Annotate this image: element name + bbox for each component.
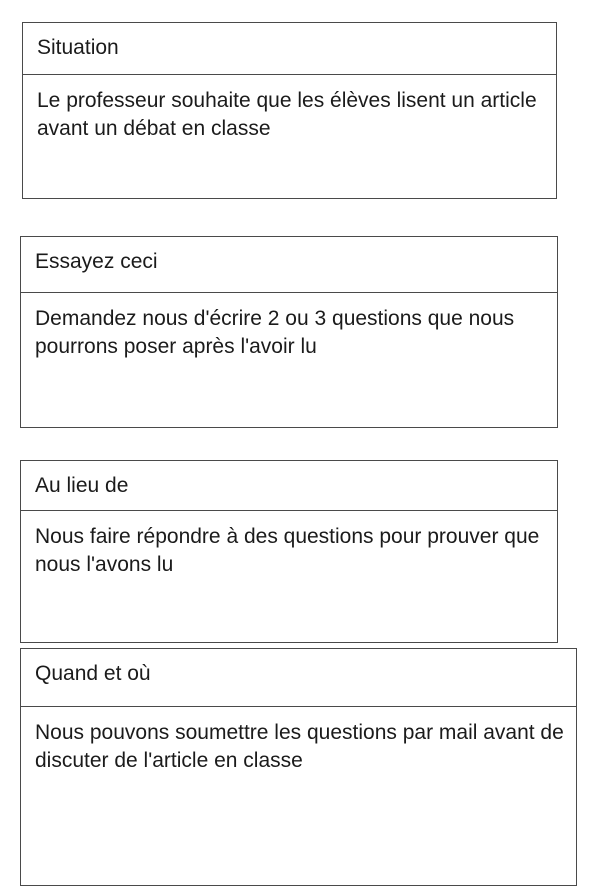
section-situation-body: Le professeur souhaite que les élèves lisent un article avant un débat en classe [22,74,557,199]
section-situation-header: Situation [22,22,557,74]
section-situation [22,22,557,199]
section-quand-et-ou-header: Quand et où [20,648,577,706]
section-au-lieu-de-body: Nous faire répondre à des questions pour prouver que nous l'avons lu [20,510,558,643]
section-au-lieu-de [20,460,558,643]
section-essayez-ceci-body: Demandez nous d'écrire 2 ou 3 questions que nous pourrons poser après l'avoir lu [20,292,558,428]
section-essayez-ceci-header: Essayez ceci [20,236,558,292]
section-quand-et-ou [20,648,577,886]
section-quand-et-ou-body: Nous pouvons soumettre les questions par mail avant de discuter de l'article en classe [20,706,577,886]
section-au-lieu-de-header: Au lieu de [20,460,558,510]
section-essayez-ceci [20,236,558,428]
